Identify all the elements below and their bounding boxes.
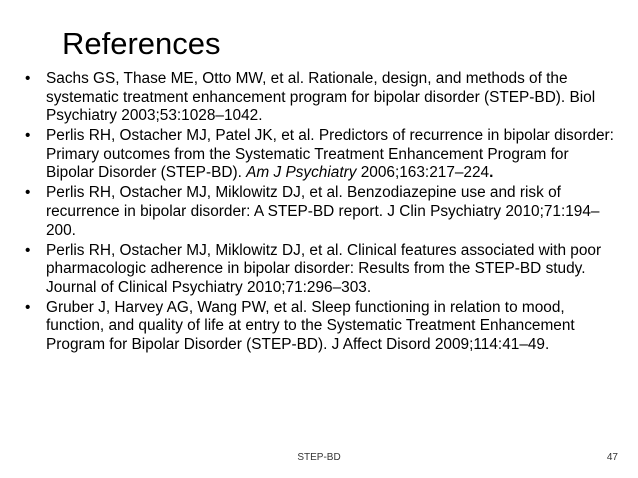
reference-text: Perlis RH, Ostacher MJ, Miklowitz DJ, et al. Benzodiazepine use and risk of recurrence in bipolar disorder: A STEP-BD report. J Clin Psychiatry 2010;71:194–200. xyxy=(46,184,600,239)
journal-name: Am J Psychiatry xyxy=(246,164,357,182)
bullet-icon: • xyxy=(25,184,31,202)
reference-text: Sachs GS, Thase ME, Otto MW, et al. Rationale, design, and methods of the systematic treatment enhancement program for bipolar disorder (STEP-BD). Biol Psychiatry 2003;53:1028–1042. xyxy=(46,70,596,125)
bullet-icon: • xyxy=(25,70,31,87)
bullet-icon: • xyxy=(25,241,31,259)
reference-text: Gruber J, Harvey AG, Wang PW, et al. Sleep functioning in relation to mood, function, and quality of life at entry to the Systematic Treatment Enhancement Program for Bipolar Disorder (STEP-BD). J Affect Disord 2009;114:41–49. xyxy=(46,298,575,353)
reference-citation: Perlis RH, Ostacher MJ, Patel JK, et al. Predictors of recurrence in bipolar disorder: Primary outcomes from the Systematic Treatment Enhancement Program for Bipolar Disorder (STEP-BD). xyxy=(46,127,614,182)
reference-text: Perlis RH, Ostacher MJ, Miklowitz DJ, et al. Clinical features associated with poor pharmacologic adherence in bipolar disorder: Results from the STEP-BD study. Journal of Clinical Psychiatry 2010;71:296–303. xyxy=(46,241,602,296)
reference-item xyxy=(24,299,620,355)
reference-item xyxy=(24,242,620,298)
reference-volume: 2006;163:217–224 xyxy=(356,164,490,182)
reference-end-period: . xyxy=(489,164,494,182)
slide-title: References xyxy=(62,26,221,61)
bullet-icon: • xyxy=(25,127,31,145)
reference-item xyxy=(24,70,620,126)
reference-item xyxy=(24,127,620,183)
page-number: 47 xyxy=(606,452,618,463)
reference-item xyxy=(24,184,620,240)
reference-list xyxy=(24,70,620,356)
bullet-icon: • xyxy=(25,298,31,316)
reference-text xyxy=(46,127,614,181)
footer-label: STEP-BD xyxy=(297,452,341,463)
